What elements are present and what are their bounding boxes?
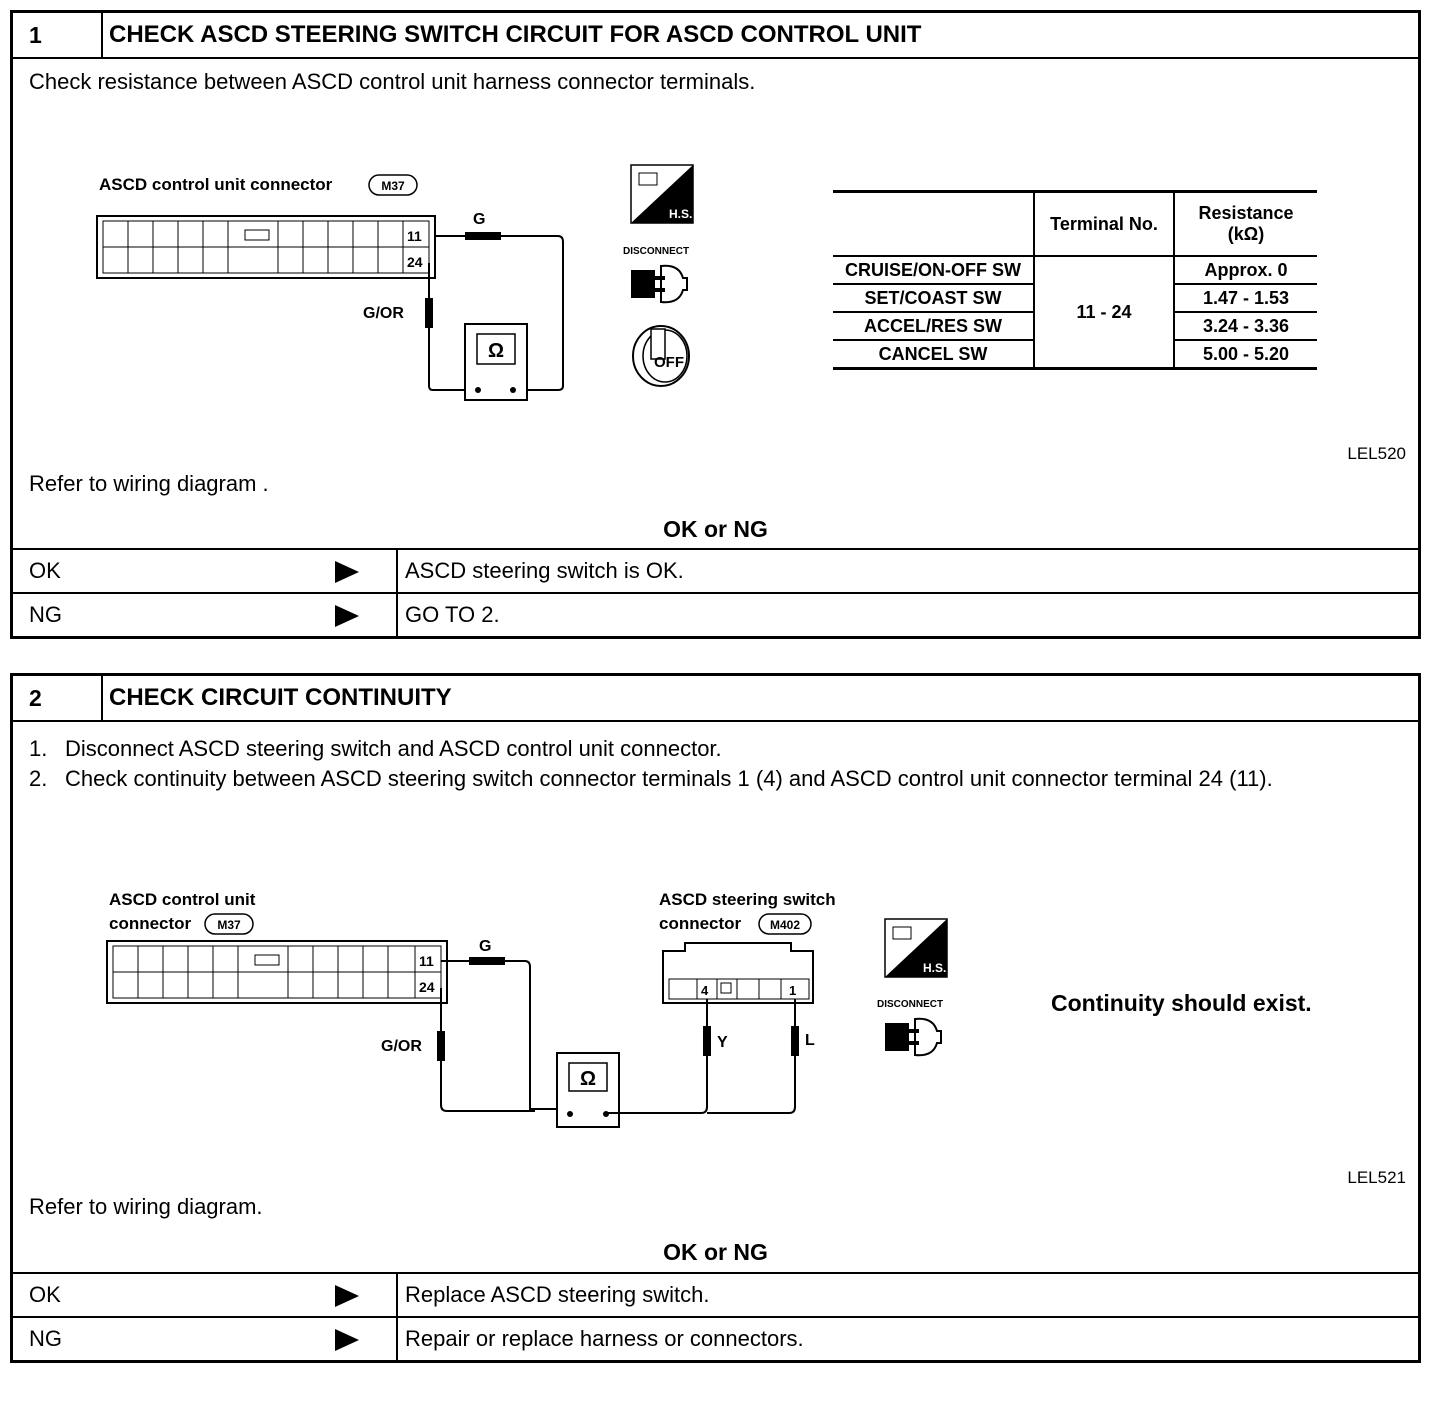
svg-text:24: 24 (419, 979, 435, 995)
refer-text: Refer to wiring diagram . (29, 471, 269, 496)
step-2-header (13, 676, 1418, 722)
disconnect-icon (625, 258, 695, 308)
continuity-text: Continuity should exist. (1051, 990, 1312, 1016)
svg-text:connector: connector (659, 914, 742, 933)
disconnect-label: DISCONNECT (877, 999, 944, 1010)
key-off-icon (629, 323, 699, 389)
result-row-ok: OK ASCD steering switch is OK. (13, 548, 1418, 593)
disconnect-label: DISCONNECT (623, 246, 690, 257)
refer-text: Refer to wiring diagram. (29, 1194, 263, 1219)
ohmmeter (465, 324, 527, 400)
step-2-wiring-diagram (103, 881, 883, 1151)
step-1-title: CHECK ASCD STEERING SWITCH CIRCUIT FOR ASCD CONTROL UNIT (109, 21, 922, 48)
step-1-instruction: Check resistance between ASCD control unit harness connector terminals. (29, 69, 756, 94)
step-2-number: 2 (13, 676, 103, 720)
step-2-procedure (29, 734, 1409, 794)
table-row: ACCEL/RES SW 3.24 - 3.36 (833, 312, 1317, 340)
svg-text:M37: M37 (217, 918, 241, 932)
svg-text:G: G (479, 938, 492, 955)
ok-or-ng-label: OK or NG (663, 516, 768, 542)
col-terminal-no: Terminal No. (1034, 192, 1174, 257)
figure-code: LEL521 (1347, 1168, 1406, 1187)
result-row-ok: OK Replace ASCD steering switch. (13, 1272, 1418, 1317)
svg-text:ASCD steering switch: ASCD steering switch (659, 890, 836, 909)
arrow-icon (335, 1329, 359, 1351)
svg-text:M402: M402 (769, 918, 801, 932)
table-row: CRUISE/ON-OFF SW 11 - 24 Approx. 0 (833, 256, 1317, 284)
ohmmeter (557, 1053, 619, 1127)
arrow-icon (335, 561, 359, 583)
wire-g-or: G/OR (363, 305, 404, 322)
svg-text:4: 4 (701, 983, 709, 998)
step-1-number: 1 (13, 13, 103, 57)
step-1-box (10, 10, 1421, 639)
hs-icon (885, 919, 947, 977)
result-row-ng: NG GO TO 2. (13, 592, 1418, 638)
step-1-wiring-diagram (93, 158, 593, 408)
svg-text:11: 11 (419, 953, 434, 969)
svg-text:Ω: Ω (579, 1068, 597, 1090)
terminal-11: 11 (407, 228, 422, 244)
disconnect-icon (879, 1011, 949, 1061)
svg-text:H.S.: H.S. (669, 207, 693, 221)
hs-icon (631, 165, 693, 223)
arrow-icon (335, 1285, 359, 1307)
svg-text:L: L (805, 1032, 815, 1049)
svg-text:G/OR: G/OR (381, 1038, 422, 1055)
terminal-24: 24 (407, 254, 423, 270)
terminal-value: 11 - 24 (1034, 256, 1174, 369)
svg-text:OFF: OFF (654, 354, 684, 371)
step-1-header (13, 13, 1418, 59)
ohm-symbol: Ω (487, 340, 505, 362)
list-item: 2. Check continuity between ASCD steering switch connector terminals 1 (4) and ASCD control unit connector terminal 24 (11). (29, 766, 1273, 791)
result-row-ng: NG Repair or replace harness or connectors. (13, 1316, 1418, 1362)
table-row: CANCEL SW 5.00 - 5.20 (833, 340, 1317, 369)
svg-text:connector: connector (109, 914, 192, 933)
svg-text:ASCD control unit: ASCD control unit (109, 890, 256, 909)
svg-text:H.S.: H.S. (923, 961, 947, 975)
col-resistance: Resistance (kΩ) (1174, 192, 1317, 257)
resistance-table (833, 190, 1317, 370)
table-row: SET/COAST SW 1.47 - 1.53 (833, 284, 1317, 312)
figure-code: LEL520 (1347, 444, 1406, 463)
step-2-title: CHECK CIRCUIT CONTINUITY (109, 684, 452, 711)
connector-code: M37 (381, 179, 405, 193)
wire-g: G (473, 211, 486, 228)
list-item: 1. Disconnect ASCD steering switch and ASCD control unit connector. (29, 736, 722, 761)
svg-text:Y: Y (717, 1034, 728, 1051)
arrow-icon (335, 605, 359, 627)
svg-text:1: 1 (789, 983, 797, 998)
connector-label: ASCD control unit connector (99, 175, 333, 194)
ok-or-ng-label: OK or NG (663, 1239, 768, 1265)
step-2-box (10, 673, 1421, 1363)
